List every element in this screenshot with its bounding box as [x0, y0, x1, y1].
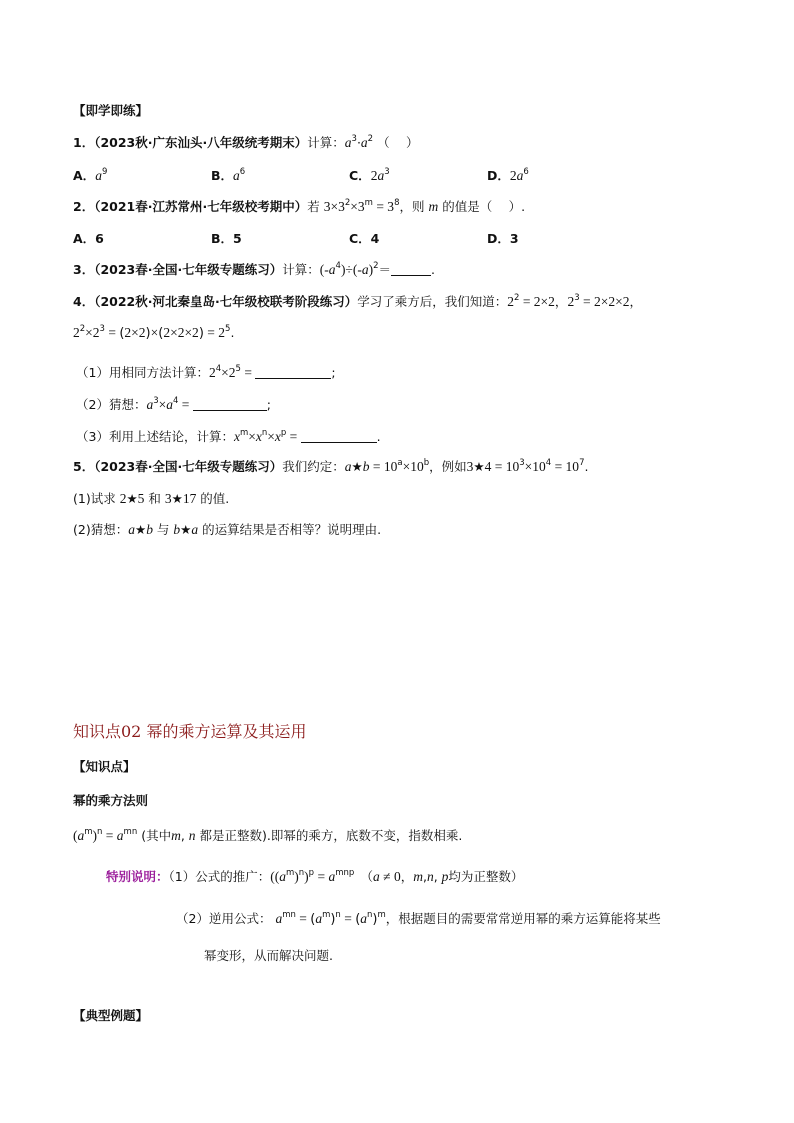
answer-blank [193, 399, 267, 411]
question-2-option-d: D．3 [487, 231, 519, 246]
answer-blank [301, 431, 377, 443]
note-label: 特别说明： [106, 869, 169, 884]
question-1-option-b: B．$a^6$ [211, 167, 246, 183]
question-1-option-c: C．$2a^3$ [349, 167, 390, 183]
question-4-sub3: （3）利用上述结论，计算：$x^m\times x^n\times x^p$ = . [76, 428, 381, 444]
question-1-number: 1． [73, 135, 95, 150]
answer-blank [391, 264, 431, 276]
question-2-option-a: A．6 [73, 231, 104, 246]
question-3: 3．（2023春·全国·七年级专题练习）计算：$(-a^4)\div(-a)^2=$ . [73, 261, 436, 277]
answer-blank [255, 367, 331, 379]
question-2-source: （2021春·江苏常州·七年级校考期中） [94, 199, 308, 214]
question-5-source: （2023春·全国·七年级专题练习） [94, 459, 283, 474]
question-2-option-c: C．4 [349, 231, 380, 246]
question-1-source: （2023秋·广东汕头·八年级统考期末） [94, 135, 308, 150]
example-header: 【典型例题】 [73, 1008, 149, 1023]
rule-title: 幂的乘方法则 [73, 793, 149, 808]
question-5-sub1: (1)试求 2★5 和 3★17 的值. [73, 491, 230, 506]
question-5-sub2: (2)猜想：a★b 与 b★a 的运算结果是否相等？说明理由. [73, 522, 382, 537]
note-1: 特别说明：（1）公式的推广：$((a^m)^n)^p = a^{mnp}$ （a ≠ 0，m,n, p均为正整数） [106, 868, 524, 884]
question-1: 1．（2023秋·广东汕头·八年级统考期末）计算：$a^3\cdot a^2$ （ ） [73, 134, 419, 150]
question-1-option-d: D．$2a^6$ [487, 167, 529, 183]
question-4-sub1: （1）用相同方法计算：$2^4\times 2^5$ = ; [76, 364, 336, 380]
question-4-source: （2022秋·河北秦皇岛·七年级校联考阶段练习） [94, 294, 358, 309]
question-4-line2: $2^2\times 2^3 = (2\times 2)\times(2\times 2\times 2) = 2^5$. [73, 324, 235, 341]
question-4-sub2: （2）猜想：$a^3\times a^4$ = ; [76, 396, 272, 412]
knowledge-header: 【知识点】 [73, 759, 136, 774]
question-5: 5．（2023春·全国·七年级专题练习）我们约定：a★b = $10^a\times 10^b$，例如3★4 = $10^3\times 10^4 = 10^7$. [73, 458, 589, 474]
practice-header: 【即学即练】 [73, 103, 149, 118]
section-title: 知识点02 幂的乘方运算及其运用 [73, 722, 307, 741]
note-2-continued: 幂变形，从而解决问题. [204, 948, 333, 963]
question-2: 2．（2021春·江苏常州·七年级校考期中）若 $3\times 3^2\times 3^m = 3^8$，则 m 的值是（ ）. [73, 198, 526, 214]
question-4: 4．（2022秋·河北秦皇岛·七年级校联考阶段练习）学习了乘方后，我们知道：$2^2 = 2\times 2$，$2^3 = 2\times 2\times 2$， [73, 293, 642, 309]
question-1-option-a: A．$a^9$ [73, 167, 108, 183]
rule-statement: $(a^m)^n = a^{mn}$ (其中m, n 都是正整数).即幂的乘方，底数不变，指数相乘. [73, 827, 463, 843]
question-3-source: （2023春·全国·七年级专题练习） [94, 262, 283, 277]
note-2: （2）逆用公式： $a^{mn} = (a^m)^n = (a^n)^m$，根据题目的需要常常逆用幂的乘方运算能将某些 [176, 910, 661, 927]
question-2-option-b: B．5 [211, 231, 242, 246]
